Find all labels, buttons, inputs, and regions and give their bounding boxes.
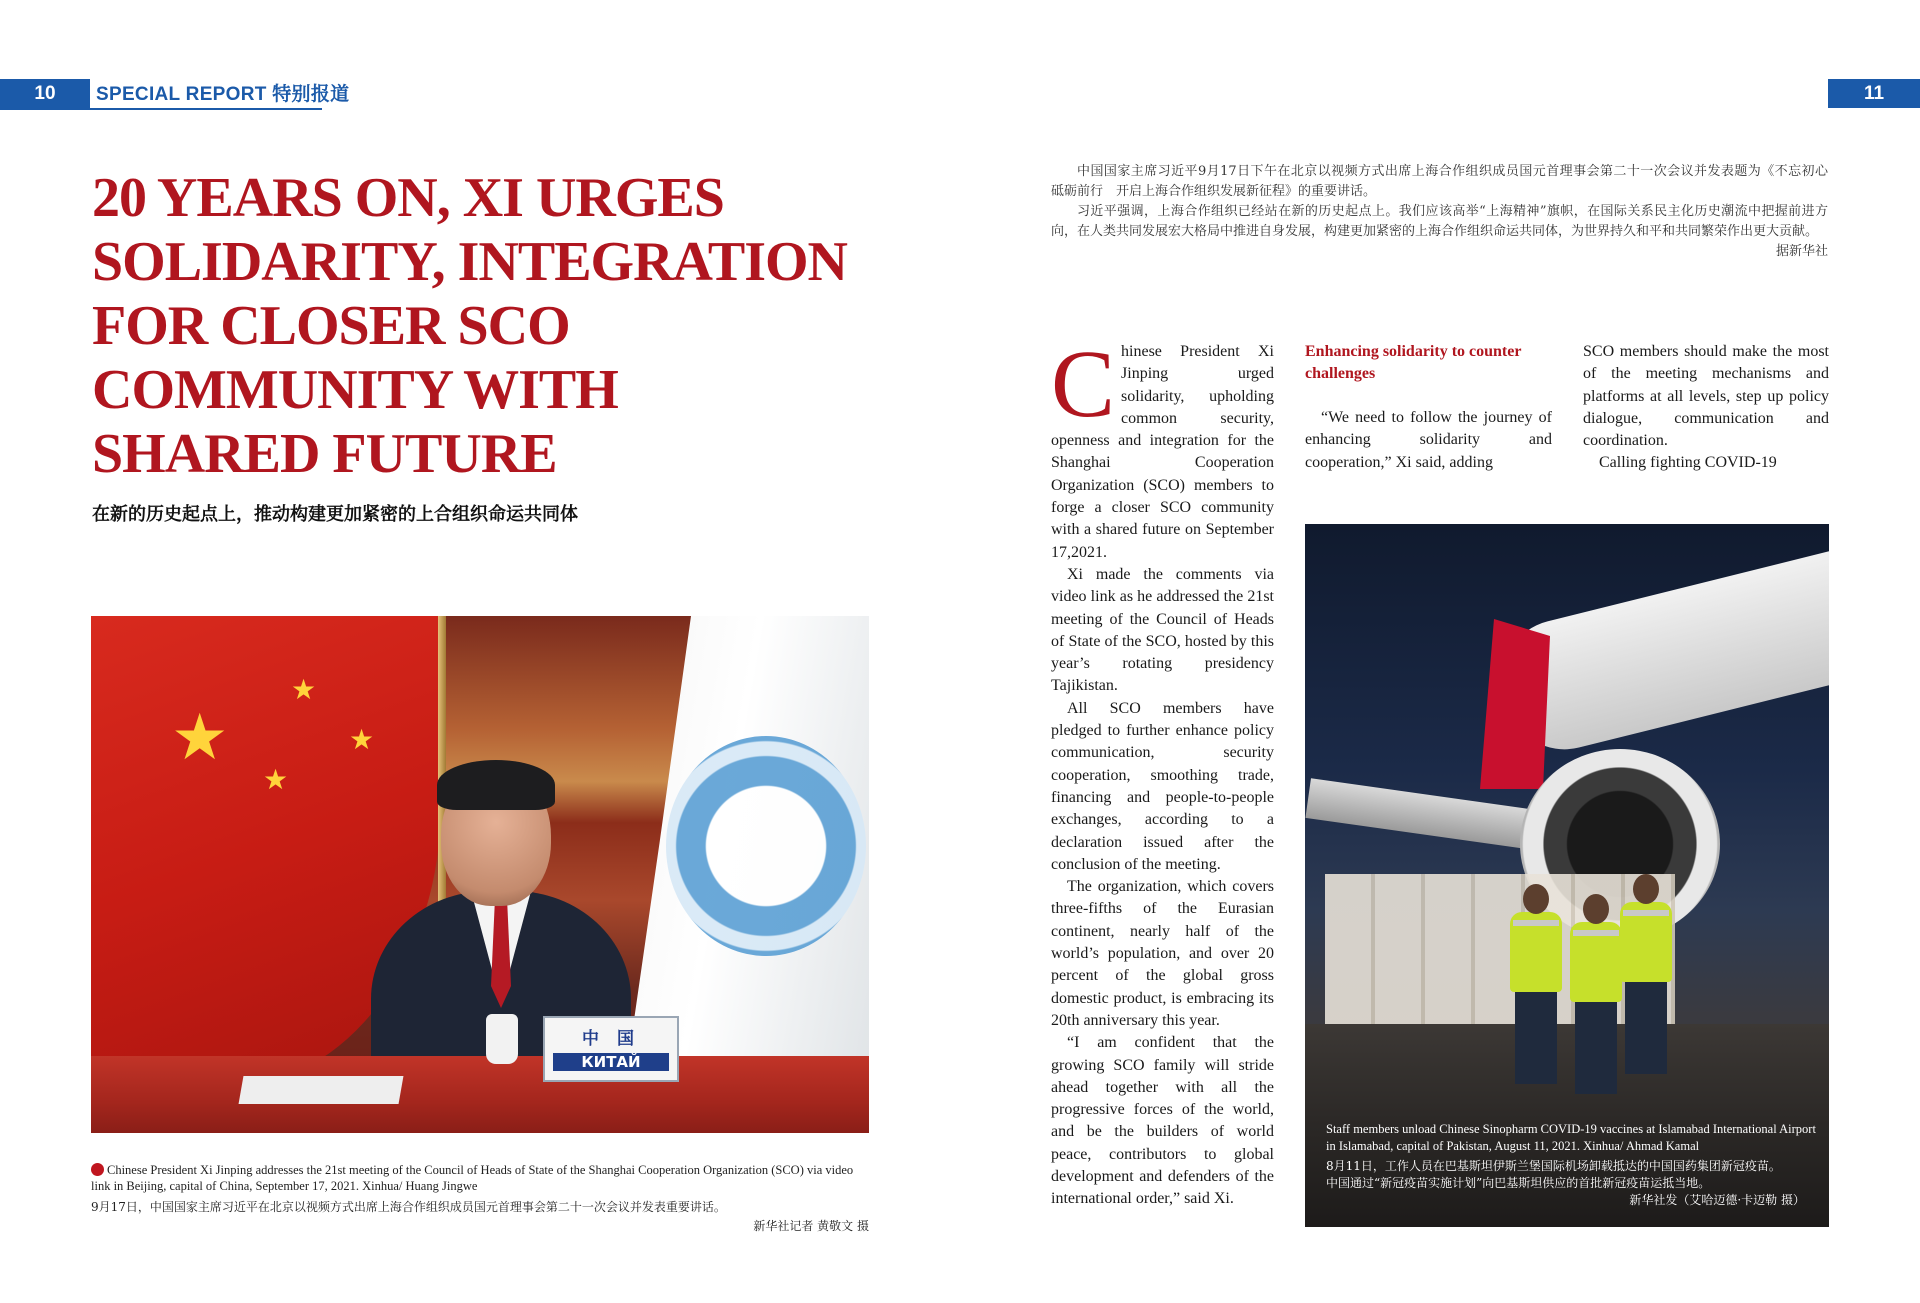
desk-papers [239, 1076, 404, 1104]
article-column-1 [1051, 330, 1274, 1211]
intro-paragraph: 中国国家主席习近平9月17日下午在北京以视频方式出席上海合作组织成员国元首理事会第二十一次会议并发表题为《不忘初心 砥砺前行 开启上海合作组织发展新征程》的重要讲话。 [1051, 164, 1842, 199]
article-paragraph: “We need to follow the journey of enhancing solidarity and cooperation,” Xi said, adding [1305, 409, 1552, 471]
flag-star-icon: ★ [263, 763, 289, 796]
headline [92, 166, 892, 486]
article-column-3 [1583, 341, 1829, 475]
flag-star-icon: ★ [349, 723, 375, 756]
flag-star-icon: ★ [291, 673, 317, 706]
dropcap: C [1051, 330, 1116, 437]
conference-desk [91, 1056, 869, 1133]
article-paragraph: Calling fighting COVID-19 [1599, 454, 1777, 472]
article-paragraph: Chinese President Xi Jinping urged solidarity, upholding common security, openness and integration for the Shanghai Cooperation Organization (SCO) members to forge a closer SCO community with a shared future on September 17,2021. [1051, 330, 1274, 561]
left-page-number: 10 [0, 79, 90, 108]
photo1-caption-en: Chinese President Xi Jinping addresses the 21st meeting of the Council of Heads of State of the Shanghai Cooperation Organization (SCO) via video link in Beijing, capital of China, September 17, 2021. Xinhua/ Huang Jingwe [91, 1163, 854, 1193]
right-page-number: 11 [1828, 79, 1920, 108]
photo1-caption-zh: 9月17日，中国国家主席习近平在北京以视频方式出席上海合作组织成员国元首理事会第二十一次会议并发表重要讲话。 [91, 1200, 726, 1214]
sco-emblem-icon [666, 736, 866, 956]
photo2-credit: 新华社发（艾哈迈德·卡迈勒 摄） [1629, 1193, 1805, 1207]
article-paragraph: The organization, which covers three-fifths of the Eurasian continent, nearly half of the world’s population, and over 20 percent of the global gross domestic product, is embracing its 20th anniversary this year. [1051, 878, 1274, 1029]
intro-zh [1051, 162, 1842, 262]
headline-line: SHARED FUTURE [92, 423, 557, 485]
article-paragraph: “I am confident that the growing SCO family will stride ahead together with all the progressive forces of the world, and be the builders of world peace, contributors to global development and defenders of the international order,” said Xi. [1051, 1034, 1274, 1208]
flag-star-icon: ★ [171, 701, 229, 775]
left-page-header [0, 79, 350, 111]
headline-line: 20 YEARS ON, XI URGES [92, 167, 724, 229]
intro-paragraph: 习近平强调，上海合作组织已经站在新的历史起点上。我们应该高举“上海精神”旗帜，在国际关系民主化历史潮流中把握前进方向，在人类共同发展宏大格局中推进自身发展，构建更加紧密的上海合作组织命运共同体，为世界持久和平和共同繁荣作出更大贡献。 [1051, 204, 1828, 239]
headline-line: COMMUNITY WITH [92, 359, 618, 421]
article-column-2 [1305, 341, 1552, 474]
photo-xi-video-meeting [91, 616, 869, 1133]
headline-line: SOLIDARITY, INTEGRATION [92, 231, 847, 293]
tea-cup [486, 1014, 518, 1064]
photo2-caption-en: Staff members unload Chinese Sinopharm COVID-19 vaccines at Islamabad International Airport in Islamabad, capital of Pakistan, August 11, 2021. Xinhua/ Ahmad Kamal [1326, 1122, 1816, 1153]
headline-line: FOR CLOSER SCO [92, 295, 570, 357]
headline-subtitle-zh: 在新的历史起点上，推动构建更加紧密的上合组织命运共同体 [92, 504, 578, 525]
article-subhead: Enhancing solidarity to counter challenges [1305, 343, 1522, 382]
caption-bullet-icon [91, 1163, 104, 1176]
worker-figure [1615, 874, 1675, 1074]
nameplate-russian: КИТАЙ [553, 1053, 669, 1071]
photo-vaccine-unloading [1305, 524, 1829, 1227]
article-paragraph: Xi made the comments via video link as he addressed the 21st meeting of the Council of Heads of State of the SCO, hosted by this year’s rotating presidency Tajikistan. [1051, 565, 1274, 695]
airplane-tail [1480, 619, 1550, 789]
photo1-credit: 新华社记者 黄敬文 摄 [753, 1219, 869, 1233]
photo2-caption-zh: 8月11日，工作人员在巴基斯坦伊斯兰堡国际机场卸载抵达的中国国药集团新冠疫苗。 中国通过“新冠疫苗实施计划”向巴基斯坦供应的首批新冠疫苗运抵当地。 [1326, 1159, 1781, 1190]
nameplate [543, 1016, 679, 1082]
article-paragraph: All SCO members have pledged to further enhance policy communication, security cooperation, smoothing trade, financing and people-to-people exchanges, according to a declaration issued after the conclusion of the meeting. [1051, 699, 1274, 873]
header-rule [0, 108, 322, 110]
nameplate-chinese: 中 国 [582, 1029, 640, 1049]
article-paragraph: SCO members should make the most of the meeting mechanisms and platforms at all levels, step up policy dialogue, communication and coordination. [1583, 343, 1829, 450]
intro-source: 据新华社 [1775, 244, 1828, 259]
section-label: SPECIAL REPORT 特别报道 [96, 84, 350, 105]
worker-figure [1505, 884, 1565, 1084]
